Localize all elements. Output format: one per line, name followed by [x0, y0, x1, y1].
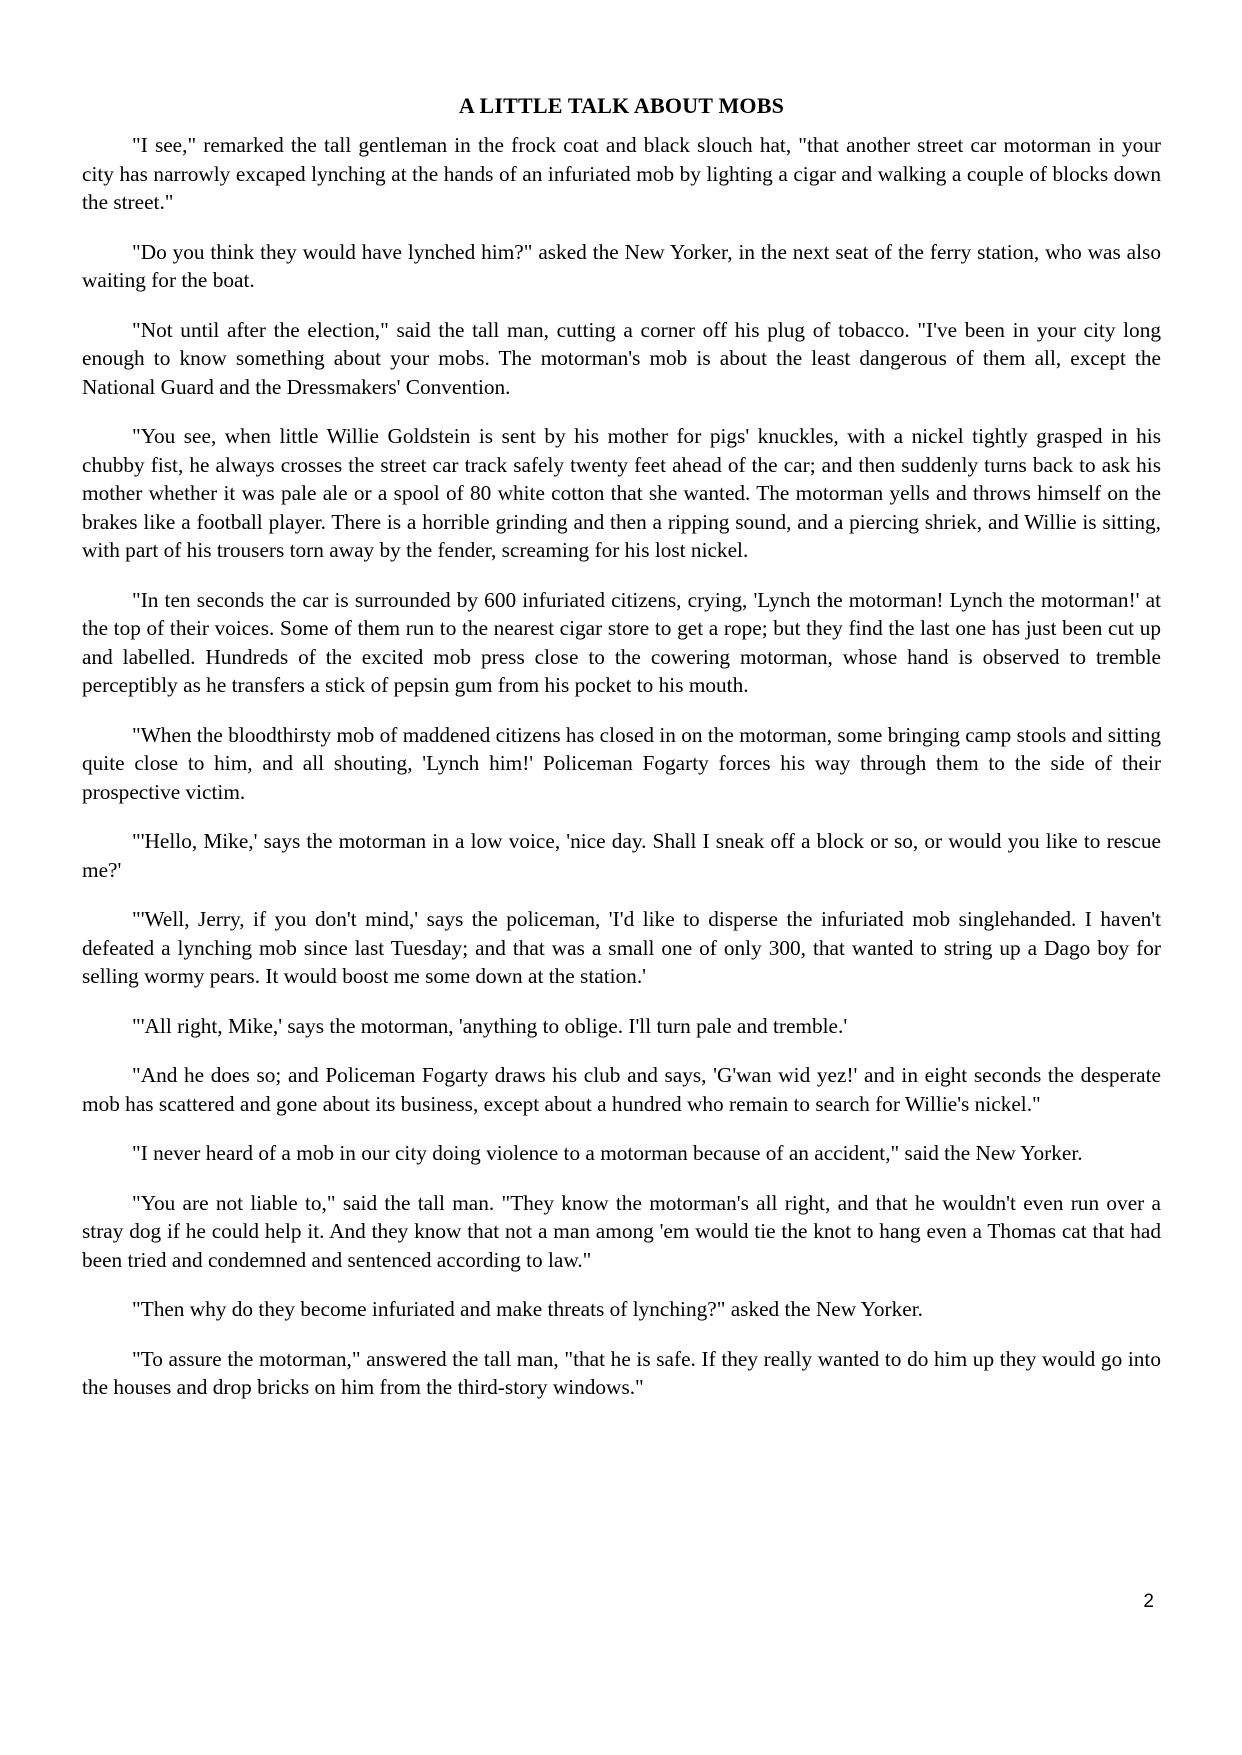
paragraph-14: "To assure the motorman," answered the tall man, "that he is safe. If they really wanted to do him up they would go into the houses and drop bricks on him from the third-story windows." [82, 1346, 1161, 1399]
paragraph-6: "When the bloodthirsty mob of maddened citizens has closed in on the motorman, some bringing camp stools and sitting quite close to him, and all shouting, 'Lynch him!' Policeman Fogarty forces his way through them to the side of their prospective victim. [82, 722, 1161, 804]
paragraph-4: "You see, when little Willie Goldstein is sent by his mother for pigs' knuckles, with a nickel tightly grasped in his chubby fist, he always crosses the street car track safely twenty feet ahead of the car; and then suddenly turns back to ask his mother whether it was pale ale or a spool of 80 white cotton that she wanted. The motorman yells and throws himself on the brakes like a football player. There is a horrible grinding and then a ripping sound, and a piercing shriek, and Willie is sitting, with part of his trousers torn away by the fender, screaming for his lost nickel. [82, 424, 1161, 562]
paragraph-11: "I never heard of a mob in our city doing violence to a motorman because of an accident," said the New Yorker. [132, 1141, 1083, 1165]
story-title: A LITTLE TALK ABOUT MOBS [458, 93, 785, 118]
paragraph-9: "'All right, Mike,' says the motorman, 'anything to oblige. I'll turn pale and tremble.' [132, 1013, 848, 1038]
paragraph-8: "'Well, Jerry, if you don't mind,' says the policeman, 'I'd like to disperse the infuriated mob singlehanded. I haven't defeated a lynching mob since last Tuesday; and that was a small one of only 300, that wanted to string up a Dago boy for selling wormy pears. It would boost me some down at the station.' [82, 907, 1161, 988]
paragraph-7: "'Hello, Mike,' says the motorman in a low voice, 'nice day. Shall I sneak off a block or so, or would you like to rescue me?' [82, 829, 1161, 882]
document-page [82, 0, 1161, 1402]
paragraph-13: "Then why do they become infuriated and make threats of lynching?" asked the New Yorker. [132, 1297, 923, 1321]
paragraph-10: "And he does so; and Policeman Fogarty draws his club and says, 'G'wan wid yez!' and in eight seconds the desperate mob has scattered and gone about its business, except about a hundred who remain to search for Willie's nickel." [82, 1063, 1161, 1116]
paragraph-1: "I see," remarked the tall gentleman in the frock coat and black slouch hat, "that another street car motorman in your city has narrowly excaped lynching at the hands of an infuriated mob by lighting a cigar and walking a couple of blocks down the street." [82, 133, 1161, 214]
paragraph-12: "You are not liable to," said the tall man. "They know the motorman's all right, and that he wouldn't even run over a stray dog if he could help it. And they know that not a man among 'em would tie the knot to hang even a Thomas cat that had been tried and condemned and sentenced according to law." [82, 1190, 1161, 1272]
paragraph-3: "Not until after the election," said the tall man, cutting a corner off his plug of tobacco. "I've been in your city long enough to know something about your mobs. The motorman's mob is about the least dangerous of them all, except the National Guard and the Dressmakers' Convention. [82, 317, 1161, 399]
paragraph-5: "In ten seconds the car is surrounded by 600 infuriated citizens, crying, 'Lynch the motorman! Lynch the motorman!' at the top of their voices. Some of them run to the nearest cigar store to get a rope; but they find the last one has just been cut up and labelled. Hundreds of the excited mob press close to the cowering motorman, whose hand is observed to tremble perceptibly as he transfers a stick of pepsin gum from his pocket to his mouth. [82, 587, 1161, 697]
page-number: 2 [1143, 1591, 1154, 1612]
paragraph-2: "Do you think they would have lynched him?" asked the New Yorker, in the next seat of the ferry station, who was also waiting for the boat. [82, 239, 1161, 292]
